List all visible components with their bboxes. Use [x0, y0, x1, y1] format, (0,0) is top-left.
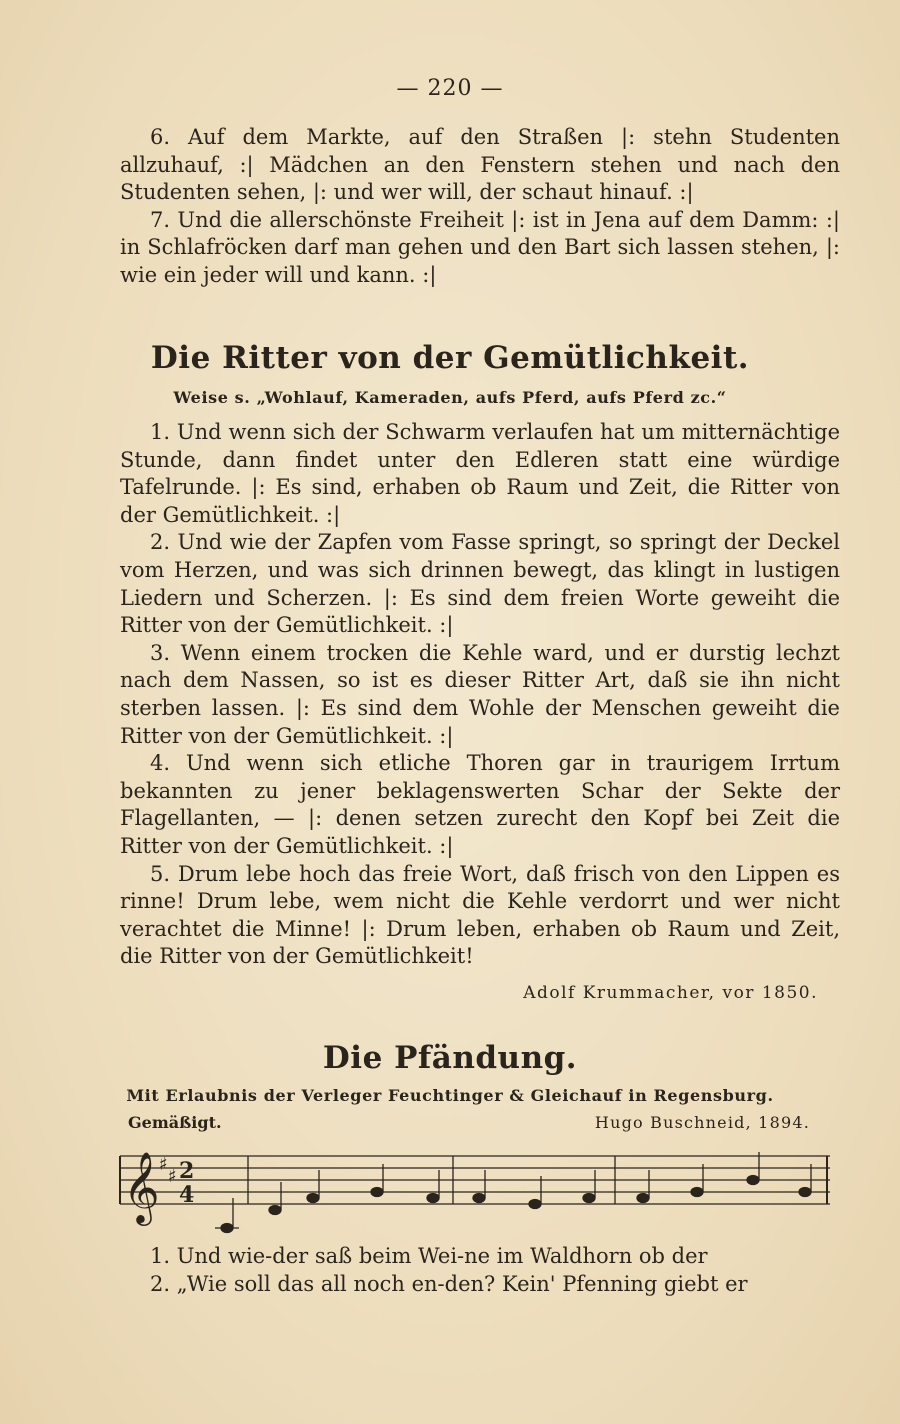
song1-verse-4: 4. Und wenn sich etliche Thoren gar in traurigem Irrtum bekannten zu jener beklagenswerten Schar der Sekte der Flagellanten, — |: denen setzen zurecht den Kopf bei Zeit die Ritter von der Gemütlichkeit. :| — [120, 751, 840, 858]
song1-verse-3: 3. Wenn einem trocken die Kehle ward, und er durstig lechzt nach dem Nassen, so ist es dieser Ritter Art, daß sie ihn nicht sterben lassen. |: Es sind dem Wohle der Menschen geweiht die Ritter von der Gemütlichkeit. :| — [120, 640, 840, 748]
verse-7: 7. Und die allerschönste Freiheit |: ist in Jena auf dem Damm: :| in Schlafröcken darf man gehen und den Bart sich lassen stehen, |: wie ein jeder will und kann. :| — [120, 207, 840, 287]
lyrics-line-2: 2. „Wie soll das all noch en-den? Kein' Pfenning giebt er — [150, 1272, 748, 1296]
composer-credit: Hugo Buschneid, 1894. — [594, 1113, 810, 1132]
time-signature-bottom: 4 — [179, 1182, 195, 1208]
sharp-icon: ♯ — [168, 1166, 177, 1187]
music-staff — [115, 1140, 835, 1235]
intro-verses — [120, 124, 840, 290]
treble-clef-icon: 𝄞 — [123, 1150, 160, 1223]
time-signature-top: 2 — [179, 1158, 195, 1184]
page-number: — 220 — — [396, 76, 504, 101]
tempo-marking: Gemäßigt. — [128, 1113, 222, 1132]
sharp-icon: ♯ — [159, 1154, 168, 1175]
song2-title: Die Pfändung. — [322, 1040, 578, 1076]
song1-verse-1: 1. Und wenn sich der Schwarm verlaufen hat um mitternächtige Stunde, dann findet unter den Edleren statt eine würdige Tafelrunde. |: Es sind, erhaben ob Raum und Zeit, die Ritter von der Gemütlichkeit. :| — [120, 420, 840, 527]
song1-author: Adolf Krummacher, vor 1850. — [523, 983, 818, 1003]
song1-melody-note: Weise s. „Wohlauf, Kameraden, aufs Pferd, aufs Pferd zc.“ — [173, 388, 727, 407]
verse-6: 6. Auf dem Markte, auf den Straßen |: stehn Studenten allzuhauf, :| Mädchen an den Fenstern stehen und nach den Studenten sehen, |: und wer will, der schaut hinauf. :| — [120, 125, 840, 205]
song1-verses — [120, 419, 840, 971]
song1-verse-2: 2. Und wie der Zapfen vom Fasse springt, so springt der Deckel vom Herzen, und was sich drinnen bewegt, das klingt in lustigen Liedern und Scherzen. |: Es sind dem freien Worte geweiht die Ritter von der Gemütlichkeit. :| — [120, 530, 840, 638]
song2-permission: Mit Erlaubnis der Verleger Feuchtinger & Gleichauf in Regensburg. — [126, 1086, 774, 1105]
lyrics-line-1: 1. Und wie-der saß beim Wei-ne im Waldhorn ob der — [150, 1244, 708, 1268]
song1-verse-5: 5. Drum lebe hoch das freie Wort, daß frisch von den Lippen es rinne! Drum lebe, wem nicht die Kehle verdorrt und wer nicht verachtet die Minne! |: Drum leben, erhaben ob Raum und Zeit, die Ritter von der Gemütlichkeit! — [120, 861, 840, 969]
song1-title: Die Ritter von der Gemütlichkeit. — [150, 340, 750, 376]
